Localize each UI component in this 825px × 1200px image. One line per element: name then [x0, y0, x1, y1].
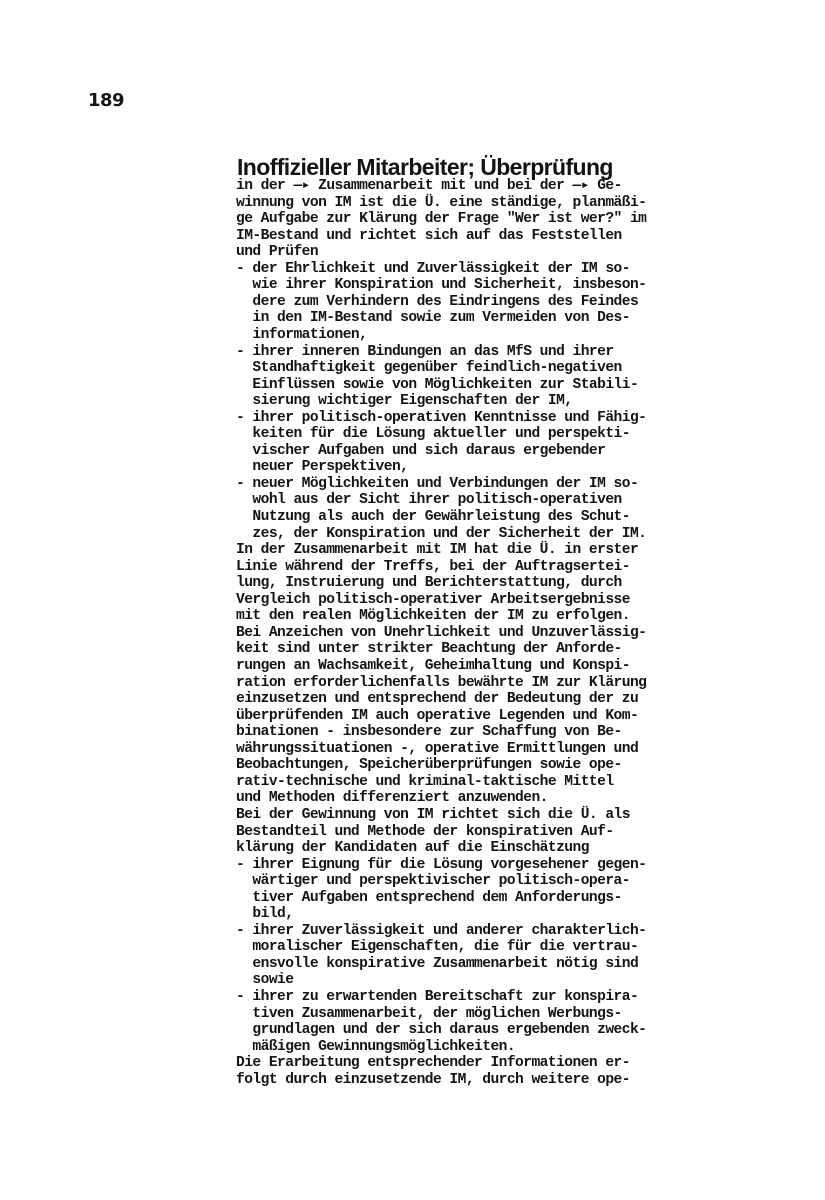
text-line: in der —▸ Zusammenarbeit mit und bei der —▸ Ge- — [236, 178, 622, 194]
text-line: sowie — [236, 972, 294, 989]
text-line: IM-Bestand und richtet sich auf das Feststellen — [236, 227, 622, 244]
entry-title: Inoffizieller Mitarbeiter; Überprüfung — [237, 154, 613, 180]
page-number: 189 — [88, 90, 125, 111]
text-line: binationen - insbesondere zur Schaffung von Be- — [236, 724, 622, 741]
text-line: mit den realen Möglichkeiten der IM zu erfolgen. — [236, 608, 630, 625]
text-line: informationen, — [236, 327, 368, 343]
text-line: mäßigen Gewinnungsmöglichkeiten. — [236, 1038, 516, 1055]
text-line: bild, — [236, 906, 294, 923]
text-line: überprüfenden IM auch operative Legenden und Kom- — [236, 707, 639, 724]
text-line: klärung der Kandidaten auf die Einschätzung — [236, 840, 589, 856]
text-line: keit sind unter strikter Beachtung der Anforde- — [236, 641, 622, 658]
text-line: Linie während der Treffs, bei der Auftragsertei- — [236, 558, 630, 575]
text-line: tiven Zusammenarbeit, der möglichen Werbungs- — [236, 1005, 622, 1022]
text-line: Standhaftigkeit gegenüber feindlich-negativen — [236, 360, 622, 377]
text-line: - ihrer Eignung für die Lösung vorgesehener gegen- — [236, 856, 647, 873]
text-line: Bei Anzeichen von Unehrlichkeit und Unzuverlässig- — [236, 624, 647, 641]
text-line: einzusetzen und entsprechend der Bedeutung der zu — [236, 691, 639, 708]
text-line: ge Aufgabe zur Klärung der Frage "Wer ist wer?" im — [236, 211, 647, 228]
text-line: zes, der Konspiration und der Sicherheit der IM. — [236, 525, 647, 542]
text-line: tiver Aufgaben entsprechend dem Anforderungs- — [236, 889, 622, 906]
text-line: moralischer Eigenschaften, die für die vertrau- — [236, 939, 639, 956]
text-line: lung, Instruierung und Berichterstattung, durch — [236, 575, 622, 592]
text-line: - der Ehrlichkeit und Zuverlässigkeit der IM so- — [236, 260, 630, 277]
text-line: wohl aus der Sicht ihrer politisch-operativen — [236, 492, 622, 509]
text-line: rungen an Wachsamkeit, Geheimhaltung und Konspi- — [236, 658, 630, 674]
text-line: Bei der Gewinnung von IM richtet sich die Ü. als — [236, 806, 630, 823]
text-line: - ihrer Zuverlässigkeit und anderer charakterlich- — [236, 922, 647, 939]
text-line: grundlagen und der sich daraus ergebenden zweck- — [236, 1022, 647, 1039]
text-line: Vergleich politisch-operativer Arbeitsergebnisse — [236, 591, 630, 608]
text-line: - ihrer inneren Bindungen an das MfS und ihrer — [236, 343, 614, 360]
text-line: In der Zusammenarbeit mit IM hat die Ü. in erster — [236, 542, 639, 559]
text-line: in den IM-Bestand sowie zum Vermeiden von Des- — [236, 310, 630, 327]
text-line: rativ-technische und kriminal-taktische Mittel — [236, 773, 614, 790]
text-line: vischer Aufgaben und sich daraus ergebender — [236, 442, 606, 459]
text-line: - ihrer zu erwartenden Bereitschaft zur konspira- — [236, 989, 639, 1005]
text-line: und Prüfen — [236, 244, 319, 261]
text-line: keiten für die Lösung aktueller und perspekti- — [236, 426, 630, 443]
text-line: sierung wichtiger Eigenschaften der IM, — [236, 393, 573, 410]
text-line: Beobachtungen, Speicherüberprüfungen sowie ope- — [236, 757, 622, 774]
text-line: ration erforderlichenfalls bewährte IM zur Klärung — [236, 674, 647, 691]
text-line: - neuer Möglichkeiten und Verbindungen der IM so- — [236, 475, 639, 492]
text-line: Einflüssen sowie von Möglichkeiten zur Stabili- — [236, 376, 639, 393]
text-line: und Methoden differenziert anzuwenden. — [236, 790, 548, 807]
text-line: dere zum Verhindern des Eindringens des Feindes — [236, 293, 639, 310]
entry-body — [236, 178, 736, 1088]
text-line: wie ihrer Konspiration und Sicherheit, insbeson- — [236, 277, 647, 294]
text-line: wärtiger und perspektivischer politisch-opera- — [236, 873, 630, 890]
text-line: - ihrer politisch-operativen Kenntnisse und Fähig- — [236, 409, 647, 426]
text-line: Bestandteil und Methode der konspirativen Auf- — [236, 823, 614, 840]
text-line: neuer Perspektiven, — [236, 459, 409, 476]
text-line: Nutzung als auch der Gewährleistung des Schut- — [236, 509, 630, 525]
text-line: währungssituationen -, operative Ermittlungen und — [236, 740, 639, 757]
text-line: ensvolle konspirative Zusammenarbeit nötig sind — [236, 955, 639, 972]
text-line: winnung von IM ist die Ü. eine ständige, planmäßi- — [236, 194, 647, 211]
text-line: Die Erarbeitung entsprechender Informationen er- — [236, 1055, 630, 1072]
text-line: folgt durch einzusetzende IM, durch weitere ope- — [236, 1071, 630, 1088]
